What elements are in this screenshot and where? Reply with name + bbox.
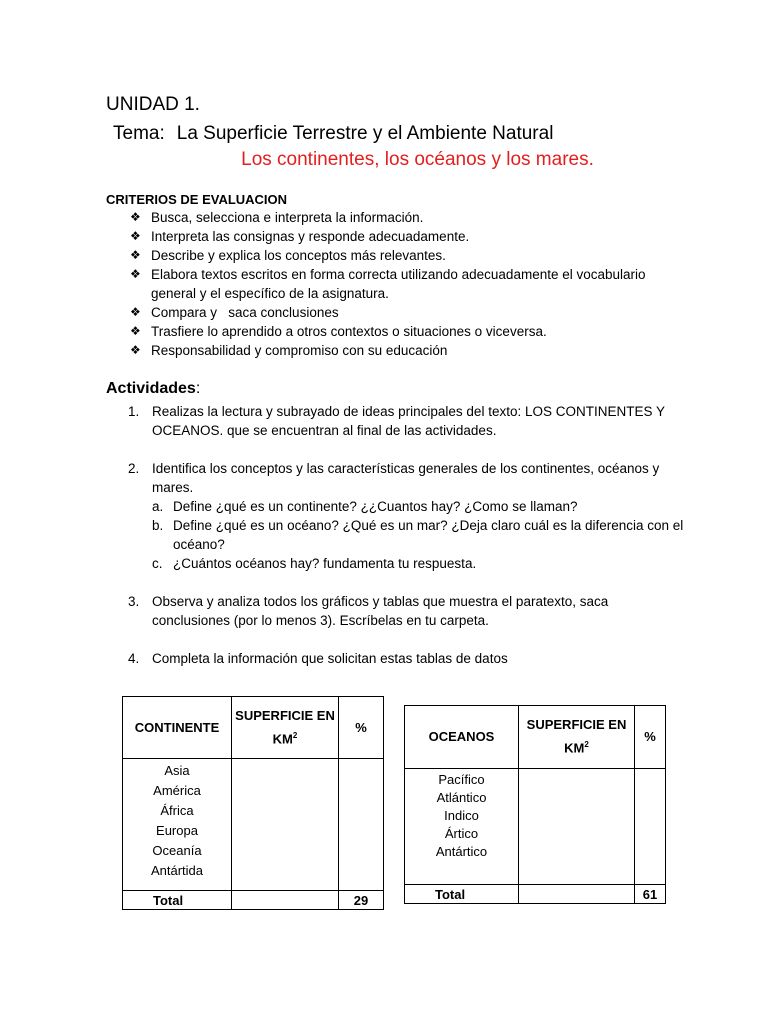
total-value: 29	[339, 891, 384, 910]
table-body-row	[123, 759, 384, 891]
diamond-bullet-icon: ❖	[130, 229, 141, 243]
list-item: África	[160, 803, 194, 818]
superficie-cell[interactable]	[519, 769, 635, 885]
table-body-row	[405, 769, 666, 885]
topic-text: La Superficie Terrestre y el Ambiente Natural	[176, 123, 554, 144]
percent-cell[interactable]	[339, 759, 384, 891]
list-item: Antártida	[150, 863, 204, 878]
col-header-percent: %	[339, 697, 384, 759]
criteria-item: ❖ Responsabilidad y compromiso con su educación	[130, 343, 448, 358]
diamond-bullet-icon: ❖	[130, 210, 141, 224]
list-item: Ártico	[444, 826, 479, 841]
activities-list	[128, 402, 688, 668]
list-item: Europa	[156, 823, 198, 838]
superficie-cell[interactable]	[232, 759, 339, 891]
criteria-item: ❖ Busca, selecciona e interpreta la información.	[130, 210, 424, 225]
spacer	[128, 573, 688, 592]
table-total-row	[405, 885, 666, 904]
activity-item: 4. Completa la información que solicitan estas tablas de datos	[128, 651, 508, 666]
col-header-continente: CONTINENTE	[123, 697, 232, 759]
criteria-item: ❖ Trasfiere lo aprendido a otros contextos o situaciones o viceversa.	[130, 324, 547, 339]
spacer	[128, 440, 688, 459]
topic-label: Tema:	[113, 123, 165, 144]
total-label: Total	[123, 891, 232, 910]
list-item: Pacífico	[438, 772, 485, 787]
col-header-superficie: SUPERFICIE EN $KM^2$	[232, 697, 339, 759]
col-header-superficie: SUPERFICIE EN $KM^2$	[519, 706, 635, 769]
list-item: Atlántico	[436, 790, 487, 805]
ocean-list	[405, 769, 519, 885]
col-header-percent: %	[635, 706, 666, 769]
criteria-item: ❖ Describe y explica los conceptos más relevantes.	[130, 248, 446, 263]
total-label: Total	[405, 885, 519, 904]
total-superficie-cell[interactable]	[519, 885, 635, 904]
diamond-bullet-icon: ❖	[130, 267, 141, 281]
activity-item: 2. Identifica los conceptos y las características generales de los continentes, océanos y mares. a. Define ¿qué es un continente? ¿¿Cuantos hay? ¿Como se llaman? b. Define ¿qué es un océano? ¿Qué es un mar? ¿Deja claro cuál es la diferencia con el océano? c. ¿Cuántos océanos hay? fundamenta tu respuesta.	[128, 459, 688, 573]
subtitle: Los continentes, los océanos y los mares.	[241, 149, 594, 170]
activities-title: Actividades:	[106, 380, 201, 397]
criteria-item: ❖ Elabora textos escritos en forma correcta utilizando adecuadamente el vocabulario general y el específico de la asignatura.	[130, 267, 646, 301]
criteria-item: ❖ Compara y saca conclusiones	[130, 305, 339, 320]
percent-cell[interactable]	[635, 769, 666, 885]
criteria-list	[130, 208, 690, 360]
col-header-oceanos: OCEANOS	[405, 706, 519, 769]
diamond-bullet-icon: ❖	[130, 248, 141, 262]
oceans-table	[404, 705, 666, 904]
total-superficie-cell[interactable]	[232, 891, 339, 910]
activity-subitem: b. Define ¿qué es un océano? ¿Qué es un mar? ¿Deja claro cuál es la diferencia con el océano?	[152, 518, 684, 552]
unit-title: UNIDAD 1.	[106, 94, 200, 115]
table-header-row	[123, 697, 384, 759]
activity-subitem: a. Define ¿qué es un continente? ¿¿Cuantos hay? ¿Como se llaman?	[152, 499, 578, 514]
diamond-bullet-icon: ❖	[130, 343, 141, 357]
spacer	[128, 630, 688, 649]
list-item: Asia	[164, 763, 190, 778]
criteria-item: ❖ Interpreta las consignas y responde adecuadamente.	[130, 229, 470, 244]
topic-line	[113, 123, 553, 145]
continent-list	[123, 759, 232, 891]
total-value: 61	[635, 885, 666, 904]
activity-sublist	[152, 497, 688, 573]
continents-table	[122, 696, 384, 910]
activity-item: 1. Realizas la lectura y subrayado de ideas principales del texto: LOS CONTINENTES Y OCEANOS. que se encuentran al final de las actividades.	[128, 404, 665, 438]
criteria-title: CRITERIOS DE EVALUACION	[106, 192, 288, 207]
list-item: Oceanía	[152, 843, 202, 858]
activity-subitem: c. ¿Cuántos océanos hay? fundamenta tu respuesta.	[152, 556, 477, 571]
activity-item: 3. Observa y analiza todos los gráficos y tablas que muestra el paratexto, saca conclusiones (por lo menos 3). Escríbelas en tu carpeta.	[128, 594, 609, 628]
list-item: América	[153, 783, 201, 798]
table-total-row	[123, 891, 384, 910]
list-item: Antártico	[435, 844, 488, 859]
diamond-bullet-icon: ❖	[130, 324, 141, 338]
table-header-row	[405, 706, 666, 769]
diamond-bullet-icon: ❖	[130, 305, 141, 319]
list-item: Indico	[444, 808, 479, 823]
